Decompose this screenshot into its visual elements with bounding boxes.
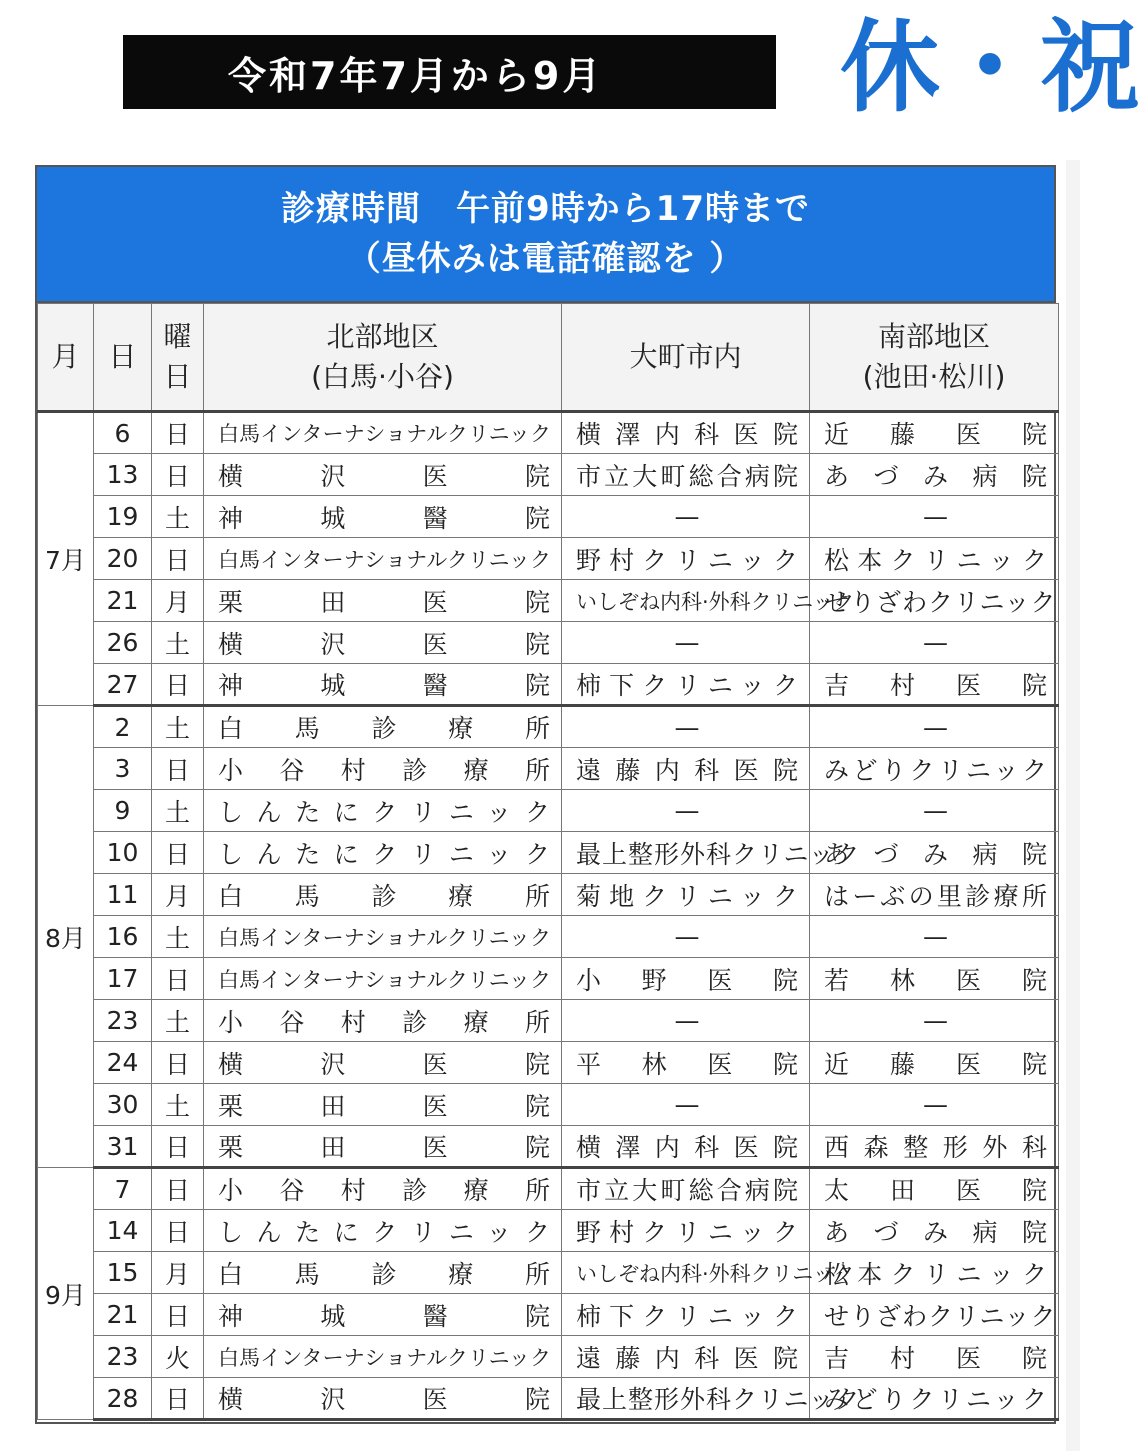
omachi-clinic-cell: 横澤内科医院 <box>562 412 810 454</box>
north-clinic-cell: 栗田医院 <box>204 1126 562 1168</box>
table-row <box>38 412 1059 454</box>
north-clinic-cell: 白馬インターナショナルクリニック <box>204 538 562 580</box>
north-clinic-cell: 白馬インターナショナルクリニック <box>204 916 562 958</box>
day-cell: 7 <box>94 1168 152 1210</box>
dow-cell: 日 <box>152 748 204 790</box>
north-clinic-cell: 栗田医院 <box>204 1084 562 1126</box>
south-clinic-cell: あづみ病院 <box>810 454 1059 496</box>
north-clinic-cell: 神城醫院 <box>204 1294 562 1336</box>
big-title: 休・祝 <box>840 9 1140 126</box>
omachi-clinic-cell: — <box>562 1084 810 1126</box>
south-clinic-cell: — <box>810 1084 1059 1126</box>
day-cell: 16 <box>94 916 152 958</box>
omachi-clinic-cell: 最上整形外科クリニック <box>562 832 810 874</box>
day-cell: 9 <box>94 790 152 832</box>
dow-cell: 土 <box>152 790 204 832</box>
omachi-clinic-cell: 野村クリニック <box>562 1210 810 1252</box>
south-clinic-cell: — <box>810 622 1059 664</box>
dow-cell: 月 <box>152 1252 204 1294</box>
omachi-clinic-cell: — <box>562 790 810 832</box>
schedule-body <box>38 412 1059 1420</box>
omachi-clinic-cell: — <box>562 1000 810 1042</box>
dow-cell: 日 <box>152 832 204 874</box>
south-clinic-cell: — <box>810 496 1059 538</box>
day-cell: 24 <box>94 1042 152 1084</box>
omachi-clinic-cell: 野村クリニック <box>562 538 810 580</box>
dow-cell: 日 <box>152 454 204 496</box>
omachi-clinic-cell: — <box>562 622 810 664</box>
table-row <box>38 622 1059 664</box>
col-header-south-2: (池田·松川) <box>862 360 1006 393</box>
north-clinic-cell: 白馬インターナショナルクリニック <box>204 1336 562 1378</box>
period-banner <box>123 35 776 109</box>
omachi-clinic-cell: — <box>562 706 810 748</box>
north-clinic-cell: しんたにクリニック <box>204 790 562 832</box>
table-row <box>38 496 1059 538</box>
dow-cell: 日 <box>152 1042 204 1084</box>
north-clinic-cell: 横沢医院 <box>204 1378 562 1420</box>
dow-cell: 日 <box>152 1210 204 1252</box>
omachi-clinic-cell: — <box>562 916 810 958</box>
north-clinic-cell: 小谷村診療所 <box>204 748 562 790</box>
col-header-south-1: 南部地区 <box>877 320 990 353</box>
dow-cell: 土 <box>152 916 204 958</box>
table-row <box>38 706 1059 748</box>
day-cell: 6 <box>94 412 152 454</box>
table-row <box>38 454 1059 496</box>
north-clinic-cell: 白馬診療所 <box>204 706 562 748</box>
day-cell: 11 <box>94 874 152 916</box>
south-clinic-cell: あづみ病院 <box>810 832 1059 874</box>
south-clinic-cell: せりざわクリニック <box>810 580 1059 622</box>
table-row <box>38 958 1059 1000</box>
table-row <box>38 748 1059 790</box>
day-cell: 20 <box>94 538 152 580</box>
day-cell: 19 <box>94 496 152 538</box>
north-clinic-cell: 白馬診療所 <box>204 874 562 916</box>
table-row <box>38 580 1059 622</box>
north-clinic-cell: 白馬インターナショナルクリニック <box>204 412 562 454</box>
south-clinic-cell: 吉村医院 <box>810 1336 1059 1378</box>
south-clinic-cell: みどりクリニック <box>810 1378 1059 1420</box>
day-cell: 13 <box>94 454 152 496</box>
omachi-clinic-cell: いしぞね内科·外科クリニック <box>562 1252 810 1294</box>
table-row <box>38 538 1059 580</box>
omachi-clinic-cell: 平林医院 <box>562 1042 810 1084</box>
south-clinic-cell: — <box>810 790 1059 832</box>
dow-cell: 月 <box>152 874 204 916</box>
north-clinic-cell: 神城醫院 <box>204 664 562 706</box>
north-clinic-cell: 小谷村診療所 <box>204 1000 562 1042</box>
south-clinic-cell: — <box>810 1000 1059 1042</box>
table-row <box>38 832 1059 874</box>
south-clinic-cell: 近藤医院 <box>810 412 1059 454</box>
table-row <box>38 1126 1059 1168</box>
south-clinic-cell: — <box>810 916 1059 958</box>
col-header-omachi: 大町市内 <box>562 304 810 412</box>
day-cell: 14 <box>94 1210 152 1252</box>
north-clinic-cell: 横沢医院 <box>204 454 562 496</box>
lunch-note: （昼休みは電話確認を ） <box>346 239 745 279</box>
table-row <box>38 790 1059 832</box>
omachi-clinic-cell: 横澤内科医院 <box>562 1126 810 1168</box>
table-row <box>38 1378 1059 1420</box>
col-header-month: 月 <box>38 304 94 412</box>
north-clinic-cell: 白馬診療所 <box>204 1252 562 1294</box>
day-cell: 3 <box>94 748 152 790</box>
col-header-north-2: (白馬·小谷) <box>311 360 454 393</box>
north-clinic-cell: 神城醫院 <box>204 496 562 538</box>
day-cell: 31 <box>94 1126 152 1168</box>
col-header-north <box>204 304 562 412</box>
north-clinic-cell: 横沢医院 <box>204 622 562 664</box>
table-header-row <box>38 304 1059 412</box>
col-header-dow-2: 日 <box>163 360 192 393</box>
period-text: 令和7年7月から9月 <box>228 53 604 98</box>
south-clinic-cell: 若林医院 <box>810 958 1059 1000</box>
table-row <box>38 874 1059 916</box>
dow-cell: 火 <box>152 1336 204 1378</box>
omachi-clinic-cell: 柿下クリニック <box>562 664 810 706</box>
table-row <box>38 1042 1059 1084</box>
month-cell: 8月 <box>38 706 94 1168</box>
north-clinic-cell: 横沢医院 <box>204 1042 562 1084</box>
hours-header <box>37 167 1054 303</box>
table-row <box>38 1210 1059 1252</box>
table-row <box>38 1252 1059 1294</box>
dow-cell: 土 <box>152 1084 204 1126</box>
day-cell: 28 <box>94 1378 152 1420</box>
omachi-clinic-cell: 市立大町総合病院 <box>562 1168 810 1210</box>
south-clinic-cell: 近藤医院 <box>810 1042 1059 1084</box>
schedule-table <box>37 303 1059 1421</box>
col-header-day: 日 <box>94 304 152 412</box>
omachi-clinic-cell: 遠藤内科医院 <box>562 748 810 790</box>
omachi-clinic-cell: いしぞね内科·外科クリニック <box>562 580 810 622</box>
south-clinic-cell: はーぶの里診療所 <box>810 874 1059 916</box>
north-clinic-cell: しんたにクリニック <box>204 832 562 874</box>
table-row <box>38 1168 1059 1210</box>
dow-cell: 日 <box>152 958 204 1000</box>
table-row <box>38 916 1059 958</box>
table-row <box>38 1336 1059 1378</box>
north-clinic-cell: しんたにクリニック <box>204 1210 562 1252</box>
dow-cell: 日 <box>152 538 204 580</box>
south-clinic-cell: あづみ病院 <box>810 1210 1059 1252</box>
dow-cell: 日 <box>152 1168 204 1210</box>
south-clinic-cell: — <box>810 706 1059 748</box>
table-row <box>38 1000 1059 1042</box>
col-header-dow <box>152 304 204 412</box>
omachi-clinic-cell: 市立大町総合病院 <box>562 454 810 496</box>
omachi-clinic-cell: 遠藤内科医院 <box>562 1336 810 1378</box>
south-clinic-cell: 吉村医院 <box>810 664 1059 706</box>
south-clinic-cell: せりざわクリニック <box>810 1294 1059 1336</box>
month-cell: 9月 <box>38 1168 94 1420</box>
month-cell: 7月 <box>38 412 94 706</box>
day-cell: 17 <box>94 958 152 1000</box>
omachi-clinic-cell: 最上整形外科クリニック <box>562 1378 810 1420</box>
south-clinic-cell: 太田医院 <box>810 1168 1059 1210</box>
day-cell: 26 <box>94 622 152 664</box>
day-cell: 21 <box>94 1294 152 1336</box>
dow-cell: 日 <box>152 664 204 706</box>
schedule-panel <box>35 165 1056 1424</box>
hours-line: 診療時間 午前9時から17時まで <box>281 189 810 229</box>
dow-cell: 土 <box>152 496 204 538</box>
day-cell: 23 <box>94 1000 152 1042</box>
dow-cell: 土 <box>152 1000 204 1042</box>
col-header-dow-1: 曜 <box>163 320 192 353</box>
table-row <box>38 1084 1059 1126</box>
day-cell: 2 <box>94 706 152 748</box>
omachi-clinic-cell: 小野医院 <box>562 958 810 1000</box>
south-clinic-cell: 松本クリニック <box>810 1252 1059 1294</box>
dow-cell: 土 <box>152 706 204 748</box>
dow-cell: 月 <box>152 580 204 622</box>
day-cell: 10 <box>94 832 152 874</box>
south-clinic-cell: みどりクリニック <box>810 748 1059 790</box>
day-cell: 21 <box>94 580 152 622</box>
day-cell: 23 <box>94 1336 152 1378</box>
table-row <box>38 664 1059 706</box>
south-clinic-cell: 松本クリニック <box>810 538 1059 580</box>
adjacent-page-edge <box>1066 160 1080 1451</box>
dow-cell: 日 <box>152 412 204 454</box>
north-clinic-cell: 栗田医院 <box>204 580 562 622</box>
table-row <box>38 1294 1059 1336</box>
north-clinic-cell: 小谷村診療所 <box>204 1168 562 1210</box>
omachi-clinic-cell: — <box>562 496 810 538</box>
col-header-south <box>810 304 1059 412</box>
omachi-clinic-cell: 柿下クリニック <box>562 1294 810 1336</box>
dow-cell: 日 <box>152 1378 204 1420</box>
day-cell: 30 <box>94 1084 152 1126</box>
col-header-north-1: 北部地区 <box>326 320 439 353</box>
dow-cell: 日 <box>152 1126 204 1168</box>
omachi-clinic-cell: 菊地クリニック <box>562 874 810 916</box>
south-clinic-cell: 西森整形外科 <box>810 1126 1059 1168</box>
north-clinic-cell: 白馬インターナショナルクリニック <box>204 958 562 1000</box>
day-cell: 27 <box>94 664 152 706</box>
day-cell: 15 <box>94 1252 152 1294</box>
dow-cell: 日 <box>152 1294 204 1336</box>
dow-cell: 土 <box>152 622 204 664</box>
